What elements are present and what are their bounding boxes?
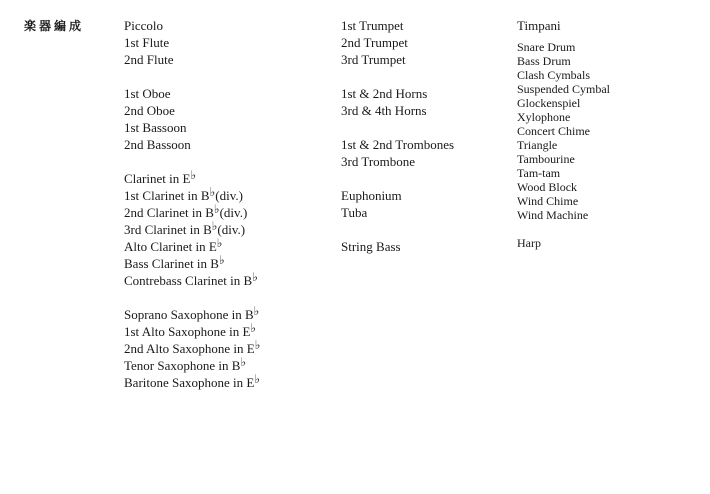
- woodwinds-column: [124, 17, 260, 391]
- instrument-item: 2nd Oboe: [124, 103, 175, 118]
- instrument-item: Wood Block: [517, 180, 578, 194]
- instrument-item: Snare Drum: [517, 40, 576, 54]
- group-spacer: [341, 221, 454, 238]
- group-spacer: [341, 119, 454, 136]
- group-spacer: [341, 68, 454, 85]
- instrument-item: Alto Clarinet in E♭: [124, 236, 223, 254]
- instrument-item: Bass Drum: [517, 54, 571, 68]
- instrument-item: Concert Chime: [517, 124, 590, 138]
- instrument-item: 3rd Trumpet: [341, 52, 406, 67]
- instrument-item: 1st Clarinet in B♭(div.): [124, 185, 243, 203]
- instrument-item: 1st Trumpet: [341, 18, 404, 33]
- instrument-item: Wind Machine: [517, 208, 589, 222]
- instrument-item: Piccolo: [124, 18, 163, 33]
- instrument-item: Euphonium: [341, 188, 402, 203]
- instrument-item: Harp: [517, 236, 541, 250]
- instrument-item: 2nd Bassoon: [124, 137, 191, 152]
- instrument-item: Tam-tam: [517, 166, 561, 180]
- instrument-item: Glockenspiel: [517, 96, 581, 110]
- percussion-column: [517, 17, 610, 250]
- instrument-item: 3rd Clarinet in B♭(div.): [124, 219, 246, 237]
- instrument-item: 1st & 2nd Horns: [341, 86, 428, 101]
- instrument-item: Contrebass Clarinet in B♭: [124, 270, 258, 288]
- instrument-item: 3rd Trombone: [341, 154, 416, 169]
- instrument-item: Xylophone: [517, 110, 571, 124]
- instrument-item: Clarinet in E♭: [124, 168, 197, 186]
- group-spacer: [124, 68, 260, 85]
- instrument-item: Bass Clarinet in B♭: [124, 253, 225, 271]
- group-spacer: [341, 170, 454, 187]
- instrument-item: 2nd Alto Saxophone in E♭: [124, 338, 261, 356]
- instrument-item: 1st & 2nd Trombones: [341, 137, 455, 152]
- instrument-item: Soprano Saxophone in B♭: [124, 304, 260, 322]
- instrument-item: Tambourine: [517, 152, 575, 166]
- instrument-item: Tenor Saxophone in B♭: [124, 355, 247, 373]
- instrument-item: 1st Alto Saxophone in E♭: [124, 321, 257, 339]
- instrument-item: Tuba: [341, 205, 368, 220]
- instrument-item: String Bass: [341, 239, 401, 254]
- instrumentation-heading: 楽器編成: [24, 19, 85, 33]
- instrument-item: 3rd & 4th Horns: [341, 103, 427, 118]
- brass-column: [341, 17, 454, 255]
- instrument-item: Baritone Saxophone in E♭: [124, 372, 261, 390]
- instrument-item: Suspended Cymbal: [517, 82, 610, 96]
- instrument-item: 1st Flute: [124, 35, 170, 50]
- instrument-item: 2nd Flute: [124, 52, 174, 67]
- instrument-item: Clash Cymbals: [517, 68, 591, 82]
- instrument-item: Wind Chime: [517, 194, 579, 208]
- instrument-item: 2nd Clarinet in B♭(div.): [124, 202, 248, 220]
- group-spacer: [124, 289, 260, 306]
- instrument-item: 1st Oboe: [124, 86, 171, 101]
- instrument-item: 1st Bassoon: [124, 120, 187, 135]
- group-spacer: [517, 222, 610, 236]
- timpani-label: Timpani: [517, 18, 561, 33]
- instrument-item: 2nd Trumpet: [341, 35, 408, 50]
- instrument-item: Triangle: [517, 138, 558, 152]
